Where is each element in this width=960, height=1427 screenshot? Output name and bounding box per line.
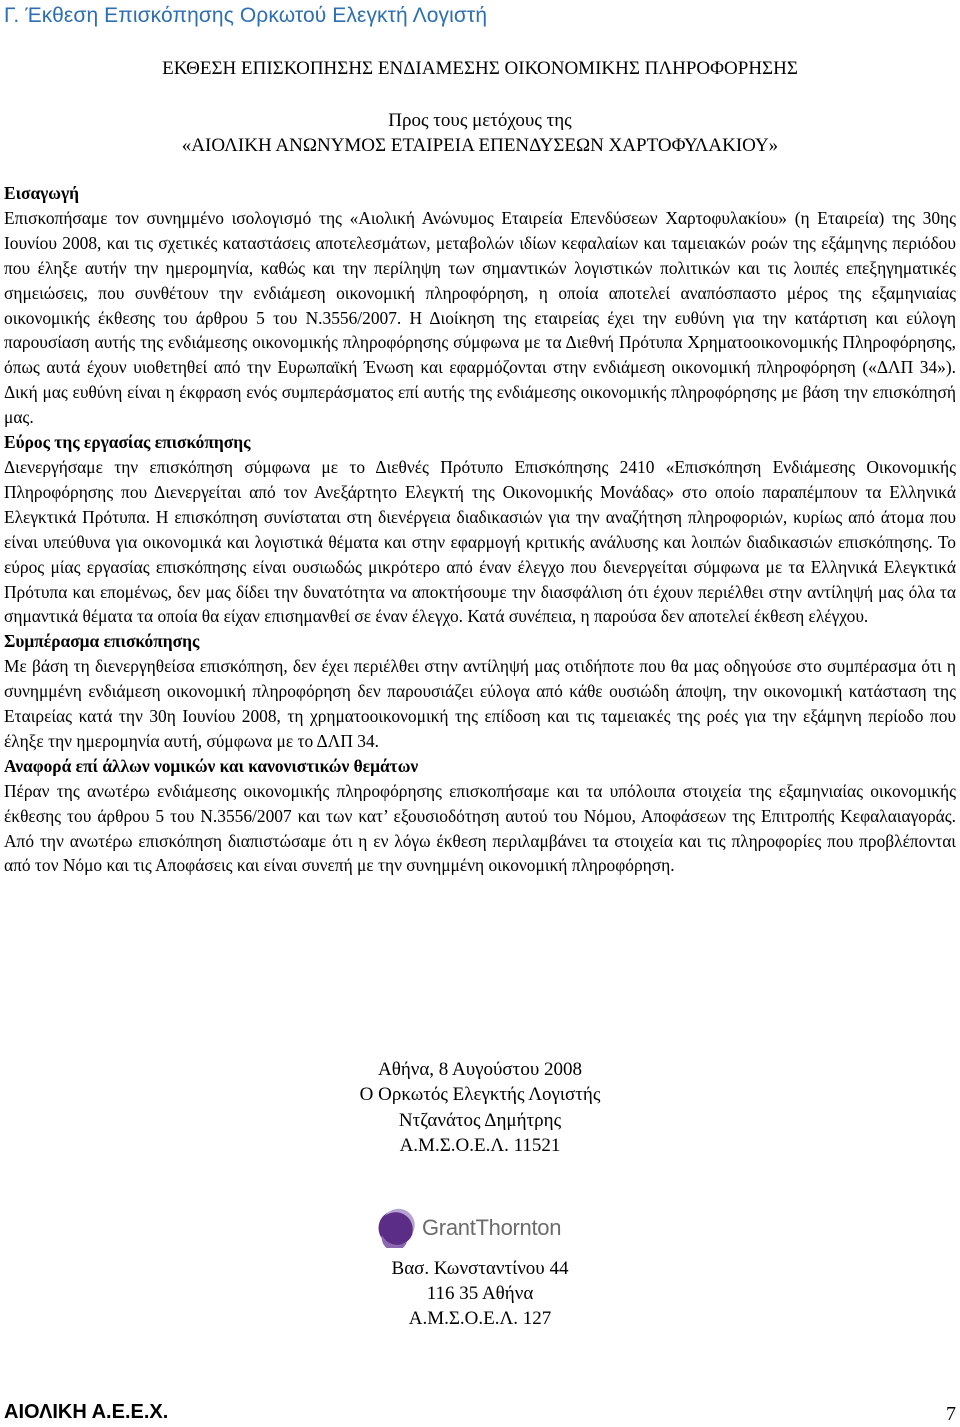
- footer-page-number: 7: [946, 1403, 956, 1425]
- signature-registry: Α.Μ.Σ.Ο.Ε.Λ. 11521: [399, 1134, 561, 1156]
- firm-address-city: 116 35 Αθήνα: [426, 1283, 534, 1304]
- firm-address-street: Βασ. Κωνσταντίνου 44: [391, 1258, 569, 1279]
- section-other-legal-matters: [4, 754, 956, 879]
- footer-company-name: ΑΙΟΛΙΚΗ Α.Ε.Ε.Χ.: [4, 1401, 169, 1423]
- section-heading: Συμπέρασμα επισκόπησης: [4, 631, 200, 652]
- section-paragraph: Διενεργήσαμε την επισκόπηση σύμφωνα με το Διεθνές Πρότυπο Επισκόπησης 2410 «Επισκόπηση Ενδιάμεσης Οικονομικής Πληροφόρησης που Διενεργείται από τον Ανεξάρτητο Ελεγκτή της Οικονομικής Μονάδας» στο οποίο παραπέμπουν τα Ελληνικά Ελεγκτικά Πρότυπα. Η επισκόπηση συνίσταται στη διενέργεια διαδικασιών για την αναζήτηση πληροφοριών, κυρίως από άτομα που είναι υπεύθυνα για οικονομικά και λογιστικά θέματα και στην εφαρμογή κριτικής ανάλυσης και λοιπών διαδικασιών επισκόπησης. Το εύρος μίας εργασίας επισκόπησης είναι ουσιωδώς μικρότερο από έναν έλεγχο που διενεργείται σύμφωνα με τα Ελληνικά Ελεγκτικά Πρότυπα και επομένως, δεν μας δίδει την δυνατότητα να αποκτήσουμε την διασφάλιση ότι έχουν περιέλθει στην αντίληψή μας όλα τα σημαντικά θέματα τα οποία θα είχαν επισημανθεί σε έναν έλεγχο. Κατά συνέπεια, η παρούσα δεν αποτελεί έκθεση ελέγχου.: [4, 456, 956, 627]
- section-conclusion: [4, 629, 956, 754]
- section-heading: Αναφορά επί άλλων νομικών και κανονιστικών θεμάτων: [4, 755, 419, 776]
- addressee: [0, 108, 960, 158]
- section-paragraph: Πέραν της ανωτέρω ενδιάμεσης οικονομικής πληροφόρησης επισκοπήσαμε και τα υπόλοιπα στοιχεία της εξαμηνιαίας οικονομικής έκθεσης του άρθρου 5 του Ν.3556/2007 και των κατ’ εξουσιοδότηση αυτού του Νόμου, Αποφάσεων της Επιτροπής Κεφαλαιαγοράς. Από την ανωτέρω επισκόπηση διαπιστώσαμε ότι η εν λόγω έκθεση περιλαμβάνει τα στοιχεία και τις πληροφορίες που προβλέπονται από τον Νόμο και τις Αποφάσεις και είναι συνεπή με την συνημμένη οικονομική πληροφόρηση.: [4, 780, 956, 876]
- section-paragraph: Επισκοπήσαμε τον συνημμένο ισολογισμό της «Αιολική Ανώνυμος Εταιρεία Επενδύσεων Χαρτοφυλακίου» (η Εταιρεία) της 30ης Ιουνίου 2008, και τις σχετικές καταστάσεις αποτελεσμάτων, μεταβολών ιδίων κεφαλαίων και ταμειακών ροών της εξάμηνης περιόδου που έληξε αυτήν την ημερομηνία, καθώς και την περίληψη των σημαντικών λογιστικών πολιτικών και τις λοιπές επεξηγηματικές σημειώσεις, που συνθέτουν την ενδιάμεση οικονομική πληροφόρηση, η οποία αποτελεί αναπόσπαστο μέρος της εξαμηνιαίας οικονομικής έκθεσης του άρθρου 5 του Ν.3556/2007. Η Διοίκηση της εταιρείας έχει την ευθύνη για την κατάρτιση και εύλογη παρουσίαση αυτής της ενδιάμεσης οικονομικής πληροφόρησης σύμφωνα με τα Διεθνή Πρότυπα Χρηματοοικονομικής Πληροφόρησης, όπως αυτά έχουν υιοθετηθεί από την Ευρωπαϊκή Ένωση και εφαρμόζονται στην ενδιάμεση οικονομική πληροφόρηση («ΔΛΠ 34»). Δική μας ευθύνη είναι η έκφραση ενός συμπεράσματος επί αυτής της ενδιάμεσης οικονομικής πληροφόρησης με βάση την επισκόπησή μας.: [4, 207, 956, 428]
- section-heading: Εύρος της εργασίας επισκόπησης: [4, 432, 251, 453]
- section-introduction: [4, 181, 956, 430]
- report-body: [4, 181, 956, 878]
- firm-address: [0, 1256, 960, 1331]
- signature-name: Ντζανάτος Δημήτρης: [398, 1109, 562, 1131]
- signature-place-date: Αθήνα, 8 Αυγούστου 2008: [378, 1059, 582, 1080]
- signature-block: [0, 1057, 960, 1158]
- firm-registry: Α.Μ.Σ.Ο.Ε.Λ. 127: [408, 1308, 552, 1329]
- logo-wordmark: GrantThornton: [422, 1215, 562, 1240]
- addressee-line-2: «ΑΙΟΛΙΚΗ ΑΝΩΝΥΜΟΣ ΕΤΑΙΡΕΙΑ ΕΠΕΝΔΥΣΕΩΝ ΧΑΡΤΟΦΥΛΑΚΙΟΥ»: [181, 135, 779, 156]
- grant-thornton-mark-icon: [376, 1208, 416, 1248]
- grant-thornton-logo: [376, 1208, 576, 1248]
- section-scope: [4, 430, 956, 629]
- report-title: ΕΚΘΕΣΗ ΕΠΙΣΚΟΠΗΣΗΣ ΕΝΔΙΑΜΕΣΗΣ ΟΙΚΟΝΟΜΙΚΗΣ ΠΛΗΡΟΦΟΡΗΣΗΣ: [162, 58, 798, 79]
- addressee-line-1: Προς τους μετόχους της: [388, 110, 572, 131]
- signature-role: Ο Ορκωτός Ελεγκτής Λογιστής: [359, 1084, 601, 1106]
- section-heading: Εισαγωγή: [4, 183, 80, 203]
- section-header-title: Γ. Έκθεση Επισκόπησης Ορκωτού Ελεγκτή Λογιστή: [4, 4, 488, 27]
- section-paragraph: Με βάση τη διενεργηθείσα επισκόπηση, δεν έχει περιέλθει στην αντίληψή μας οτιδήποτε που θα μας οδηγούσε στο συμπέρασμα ότι η συνημμένη ενδιάμεση οικονομική πληροφόρηση δεν παρουσιάζει εύλογα από κάθε ουσιώδη άποψη, την οικονομική κατάσταση της Εταιρείας κατά την 30η Ιουνίου 2008, τη χρηματοοικονομική της επίδοση και τις ταμειακές της ροές για την εξάμηνη περίοδο που έληξε την ημερομηνία αυτή, σύμφωνα με το ΔΛΠ 34.: [4, 656, 956, 751]
